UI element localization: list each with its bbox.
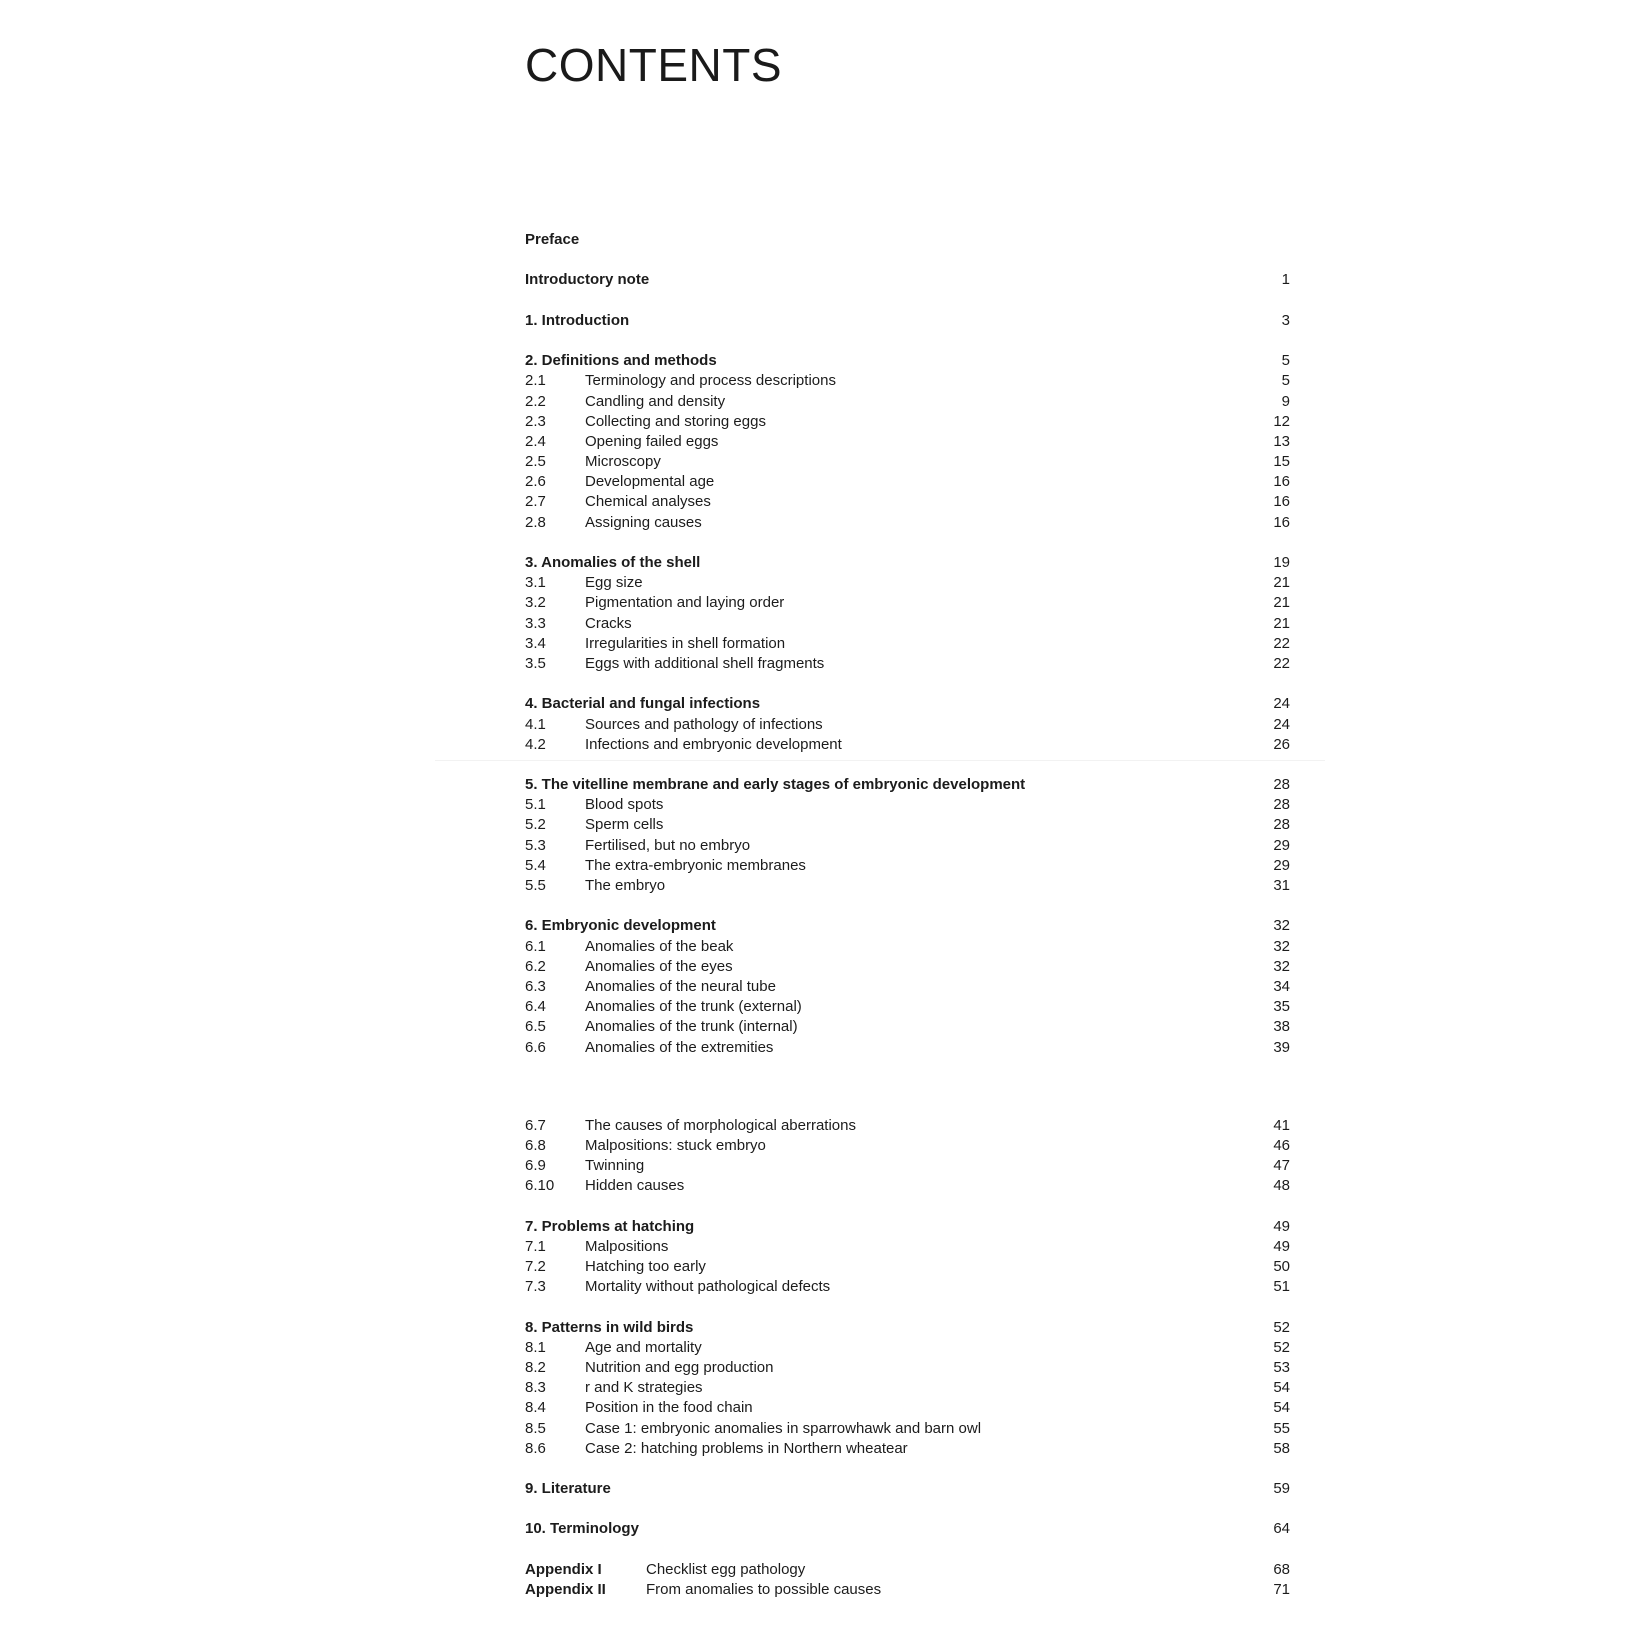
toc-section-row — [525, 1318, 1290, 1338]
toc-page-number: 48 — [1273, 1177, 1290, 1195]
toc-spacer — [525, 250, 1290, 270]
toc-page-number: 38 — [1273, 1018, 1290, 1036]
toc-item-row — [525, 1257, 1290, 1277]
toc-item-title: The embryo — [585, 877, 666, 894]
toc-page-number: 32 — [1273, 937, 1290, 955]
toc-page-number: 1 — [1281, 271, 1290, 289]
toc-item-row — [525, 1156, 1290, 1176]
toc-page-number: 29 — [1273, 856, 1290, 874]
toc-item-number: 2.4 — [525, 432, 546, 450]
toc-spacer — [525, 896, 1290, 916]
toc-page-number: 21 — [1273, 574, 1290, 592]
toc-item-number: 5.2 — [525, 816, 546, 834]
toc-item-row — [525, 1277, 1290, 1297]
toc-item-title: Hidden causes — [585, 1177, 685, 1195]
toc-spacer — [525, 1297, 1290, 1317]
toc-item-title: Sources and pathology of infections — [585, 715, 823, 733]
toc-item-title: Terminology and process descriptions — [585, 372, 836, 390]
toc-page-number: 52 — [1273, 1318, 1290, 1336]
toc-item-title: Collecting and storing eggs — [585, 412, 766, 430]
toc-section-row — [525, 775, 1290, 795]
toc-page-number: 22 — [1273, 634, 1290, 652]
toc-item-title: Anomalies of the beak — [585, 937, 734, 955]
toc-item-row — [525, 856, 1290, 876]
toc-item-title: Anomalies of the neural tube — [585, 977, 776, 995]
toc-item-title: Mortality without pathological defects — [585, 1278, 831, 1296]
toc-page-number: 31 — [1273, 877, 1290, 894]
toc-page-number: 39 — [1273, 1038, 1290, 1056]
toc-item-row — [525, 1358, 1290, 1378]
toc-item-row — [525, 1378, 1290, 1398]
toc-item-number: 3.4 — [525, 634, 546, 652]
toc-item-row — [525, 412, 1290, 432]
toc-page-number: 21 — [1273, 614, 1290, 632]
toc-page-number: 64 — [1273, 1520, 1290, 1538]
toc-section-title: 5. The vitelline membrane and early stages of embryonic development — [525, 776, 1026, 794]
toc-section-title: 8. Patterns in wild birds — [525, 1318, 694, 1336]
toc-page-number: 41 — [1273, 1116, 1290, 1134]
toc-item-number: 8.2 — [525, 1358, 546, 1376]
toc-page-number: 12 — [1273, 412, 1290, 430]
toc-item-row — [525, 371, 1290, 391]
toc-item-number: 2.2 — [525, 392, 546, 410]
toc-spacer — [525, 1459, 1290, 1479]
toc-page-number: 47 — [1273, 1157, 1290, 1175]
toc-page-number: 9 — [1281, 392, 1290, 410]
toc-item-number: 6.10 — [525, 1177, 555, 1195]
toc-item-number: 6.5 — [525, 1018, 546, 1036]
toc-item-number: 2.1 — [525, 372, 546, 390]
toc-item-title: Microscopy — [585, 453, 661, 471]
toc-item-row — [525, 1116, 1290, 1136]
toc-section-title: Preface — [525, 231, 580, 248]
toc-spacer — [525, 755, 1290, 775]
toc-page-number: 28 — [1273, 796, 1290, 814]
toc-item-number: 5.5 — [525, 877, 546, 894]
toc-section-row — [525, 916, 1290, 936]
toc-item-row — [525, 1136, 1290, 1156]
toc-item-number: 7.2 — [525, 1258, 546, 1275]
toc-page-number: 59 — [1273, 1480, 1290, 1498]
toc-item-number: 2.3 — [525, 412, 546, 430]
toc-section-title: 7. Problems at hatching — [525, 1217, 695, 1235]
toc-spacer — [525, 291, 1290, 311]
toc-spacer — [525, 1058, 1290, 1116]
toc-item-number: 8.1 — [525, 1338, 546, 1356]
toc-item-row — [525, 452, 1290, 472]
toc-item-title: Hatching too early — [585, 1258, 706, 1275]
toc-spacer — [525, 533, 1290, 553]
toc-page-number: 13 — [1273, 432, 1290, 450]
toc-item-number: 8.3 — [525, 1379, 546, 1397]
toc-page-number: 68 — [1273, 1560, 1290, 1578]
toc-item-row — [525, 735, 1290, 755]
toc-page-number: 54 — [1273, 1379, 1290, 1397]
toc-section-row — [525, 230, 1290, 250]
toc-page-number: 19 — [1273, 554, 1290, 571]
toc-page-number: 32 — [1273, 957, 1290, 975]
toc-section-title: Introductory note — [525, 271, 650, 289]
toc-item-number: 7.3 — [525, 1278, 546, 1296]
toc-page-number: 34 — [1273, 977, 1290, 995]
toc-item-number: 6.7 — [525, 1116, 546, 1134]
toc-appendix-row — [525, 1580, 1290, 1600]
toc-section-title: 4. Bacterial and fungal infections — [525, 695, 761, 713]
toc-item-title: Anomalies of the extremities — [585, 1038, 774, 1056]
toc-item-row — [525, 472, 1290, 492]
toc-page-number: 58 — [1273, 1439, 1290, 1457]
toc-item-title: Nutrition and egg production — [585, 1358, 774, 1376]
toc-item-row — [525, 1338, 1290, 1358]
toc-page-number: 16 — [1273, 473, 1290, 491]
toc-item-row — [525, 614, 1290, 634]
toc-item-row — [525, 1439, 1290, 1459]
toc-section-row — [525, 1217, 1290, 1237]
toc-section-row — [525, 351, 1290, 371]
toc-section-title: 2. Definitions and methods — [525, 352, 717, 370]
toc-page-number: 15 — [1273, 453, 1290, 471]
toc-appendix-title: From anomalies to possible causes — [646, 1581, 882, 1598]
toc-page-number: 54 — [1273, 1399, 1290, 1417]
toc-item-title: Irregularities in shell formation — [585, 634, 786, 652]
toc-page-number: 35 — [1273, 998, 1290, 1016]
toc-spacer — [525, 1540, 1290, 1560]
toc-page-number: 3 — [1281, 311, 1290, 329]
toc-section-title: 1. Introduction — [525, 311, 630, 329]
toc-section-title: 9. Literature — [525, 1480, 611, 1498]
toc-item-number: 7.1 — [525, 1237, 546, 1255]
toc-item-row — [525, 1398, 1290, 1418]
toc-item-title: Anomalies of the eyes — [585, 957, 733, 975]
toc-item-title: Twinning — [585, 1157, 645, 1175]
toc-item-number: 6.2 — [525, 957, 546, 975]
toc-item-row — [525, 392, 1290, 412]
toc-item-number: 3.2 — [525, 594, 546, 612]
toc-item-number: 6.1 — [525, 937, 546, 955]
toc-section-row — [525, 694, 1290, 714]
toc-page-number: 55 — [1273, 1419, 1290, 1437]
toc-item-number: 6.6 — [525, 1038, 546, 1056]
toc-item-row — [525, 513, 1290, 533]
toc-item-title: Anomalies of the trunk (internal) — [585, 1018, 798, 1036]
toc-section-title: 10. Terminology — [525, 1520, 639, 1538]
toc-item-number: 3.3 — [525, 614, 546, 632]
toc-appendix-label: Appendix II — [525, 1581, 606, 1598]
toc-section-row — [525, 553, 1290, 573]
toc-item-title: Developmental age — [585, 473, 715, 491]
toc-page-number: 50 — [1273, 1258, 1290, 1275]
toc-item-row — [525, 977, 1290, 997]
toc-page-number: 21 — [1273, 594, 1290, 612]
toc-item-row — [525, 715, 1290, 735]
toc-item-row — [525, 593, 1290, 613]
toc-item-title: Egg size — [585, 574, 643, 592]
toc-page-number: 16 — [1273, 513, 1290, 531]
toc-item-number: 3.1 — [525, 574, 546, 592]
page-title: CONTENTS — [525, 39, 782, 91]
toc-item-number: 6.9 — [525, 1157, 546, 1175]
toc-item-title: Anomalies of the trunk (external) — [585, 998, 802, 1016]
toc-page-number: 71 — [1273, 1581, 1290, 1598]
toc-appendix-row — [525, 1560, 1290, 1580]
toc-item-row — [525, 836, 1290, 856]
toc-item-title: Fertilised, but no embryo — [585, 836, 751, 854]
toc-section-row — [525, 270, 1290, 290]
toc-spacer — [525, 1196, 1290, 1216]
toc-item-title: Opening failed eggs — [585, 432, 719, 450]
toc-item-row — [525, 432, 1290, 452]
toc-section-row — [525, 1519, 1290, 1539]
toc-item-title: Malpositions — [585, 1237, 669, 1255]
toc-item-title: Case 2: hatching problems in Northern wheatear — [585, 1439, 908, 1457]
toc-item-number: 3.5 — [525, 654, 546, 672]
toc-spacer — [525, 674, 1290, 694]
toc-item-number: 4.2 — [525, 735, 546, 753]
toc-item-title: The extra-embryonic membranes — [585, 856, 806, 874]
toc-item-row — [525, 573, 1290, 593]
toc-item-title: Position in the food chain — [585, 1399, 753, 1417]
toc-spacer — [525, 331, 1290, 351]
toc-item-number: 5.3 — [525, 836, 546, 854]
toc-item-number: 6.8 — [525, 1136, 546, 1154]
toc-section-title: 6. Embryonic development — [525, 917, 716, 935]
toc-item-title: Eggs with additional shell fragments — [585, 654, 825, 672]
toc-item-row — [525, 815, 1290, 835]
toc-item-title: Age and mortality — [585, 1338, 702, 1356]
toc-page-number: 51 — [1273, 1278, 1290, 1296]
toc-item-row — [525, 795, 1290, 815]
toc-item-title: r and K strategies — [585, 1379, 703, 1397]
toc-item-row — [525, 997, 1290, 1017]
toc-item-number: 5.1 — [525, 796, 546, 814]
toc-page-number: 5 — [1281, 372, 1290, 390]
toc-page-number: 24 — [1273, 715, 1290, 733]
toc-item-row — [525, 1176, 1290, 1196]
toc-item-title: Infections and embryonic development — [585, 735, 842, 753]
toc-page-number: 5 — [1281, 352, 1290, 370]
toc-item-row — [525, 937, 1290, 957]
toc-spacer — [525, 1499, 1290, 1519]
toc-item-row — [525, 876, 1290, 896]
toc-item-title: Case 1: embryonic anomalies in sparrowhawk and barn owl — [585, 1419, 982, 1437]
toc-page-number: 53 — [1273, 1358, 1290, 1376]
toc-item-row — [525, 1017, 1290, 1037]
toc-appendix-title: Checklist egg pathology — [646, 1560, 806, 1578]
toc-section-title: 3. Anomalies of the shell — [525, 554, 701, 571]
table-of-contents — [525, 230, 1290, 1600]
toc-item-row — [525, 654, 1290, 674]
toc-item-row — [525, 1038, 1290, 1058]
toc-section-row — [525, 1479, 1290, 1499]
toc-item-number: 6.4 — [525, 998, 546, 1016]
toc-page-number: 32 — [1273, 917, 1290, 935]
toc-item-row — [525, 957, 1290, 977]
toc-item-number: 8.6 — [525, 1439, 546, 1457]
toc-item-title: The causes of morphological aberrations — [585, 1116, 856, 1134]
toc-item-number: 4.1 — [525, 715, 546, 733]
toc-item-row — [525, 634, 1290, 654]
toc-page-number: 22 — [1273, 654, 1290, 672]
toc-page-number: 26 — [1273, 735, 1290, 753]
toc-item-number: 8.5 — [525, 1419, 546, 1437]
toc-appendix-label: Appendix I — [525, 1560, 602, 1578]
toc-item-number: 6.3 — [525, 977, 546, 995]
toc-page-number: 46 — [1273, 1136, 1290, 1154]
toc-item-number: 2.6 — [525, 473, 546, 491]
toc-item-number: 2.8 — [525, 513, 546, 531]
toc-item-number: 2.7 — [525, 493, 546, 511]
toc-item-number: 8.4 — [525, 1399, 546, 1417]
toc-page-number: 24 — [1273, 695, 1290, 713]
toc-item-title: Assigning causes — [585, 513, 702, 531]
toc-item-row — [525, 1419, 1290, 1439]
toc-item-title: Cracks — [585, 614, 632, 632]
toc-page-number: 16 — [1273, 493, 1290, 511]
toc-item-title: Sperm cells — [585, 816, 664, 834]
toc-page-number: 29 — [1273, 836, 1290, 854]
toc-item-title: Candling and density — [585, 392, 726, 410]
toc-item-row — [525, 492, 1290, 512]
toc-item-title: Malpositions: stuck embryo — [585, 1136, 766, 1154]
toc-page-number: 28 — [1273, 776, 1290, 794]
toc-item-title: Blood spots — [585, 796, 664, 814]
toc-section-row — [525, 311, 1290, 331]
toc-item-title: Pigmentation and laying order — [585, 594, 785, 612]
toc-item-row — [525, 1237, 1290, 1257]
toc-page-number: 49 — [1273, 1237, 1290, 1255]
toc-item-number: 2.5 — [525, 453, 546, 471]
toc-page-number: 49 — [1273, 1217, 1290, 1235]
toc-item-number: 5.4 — [525, 856, 546, 874]
toc-item-title: Chemical analyses — [585, 493, 711, 511]
toc-page-number: 52 — [1273, 1338, 1290, 1356]
toc-page-number: 28 — [1273, 816, 1290, 834]
